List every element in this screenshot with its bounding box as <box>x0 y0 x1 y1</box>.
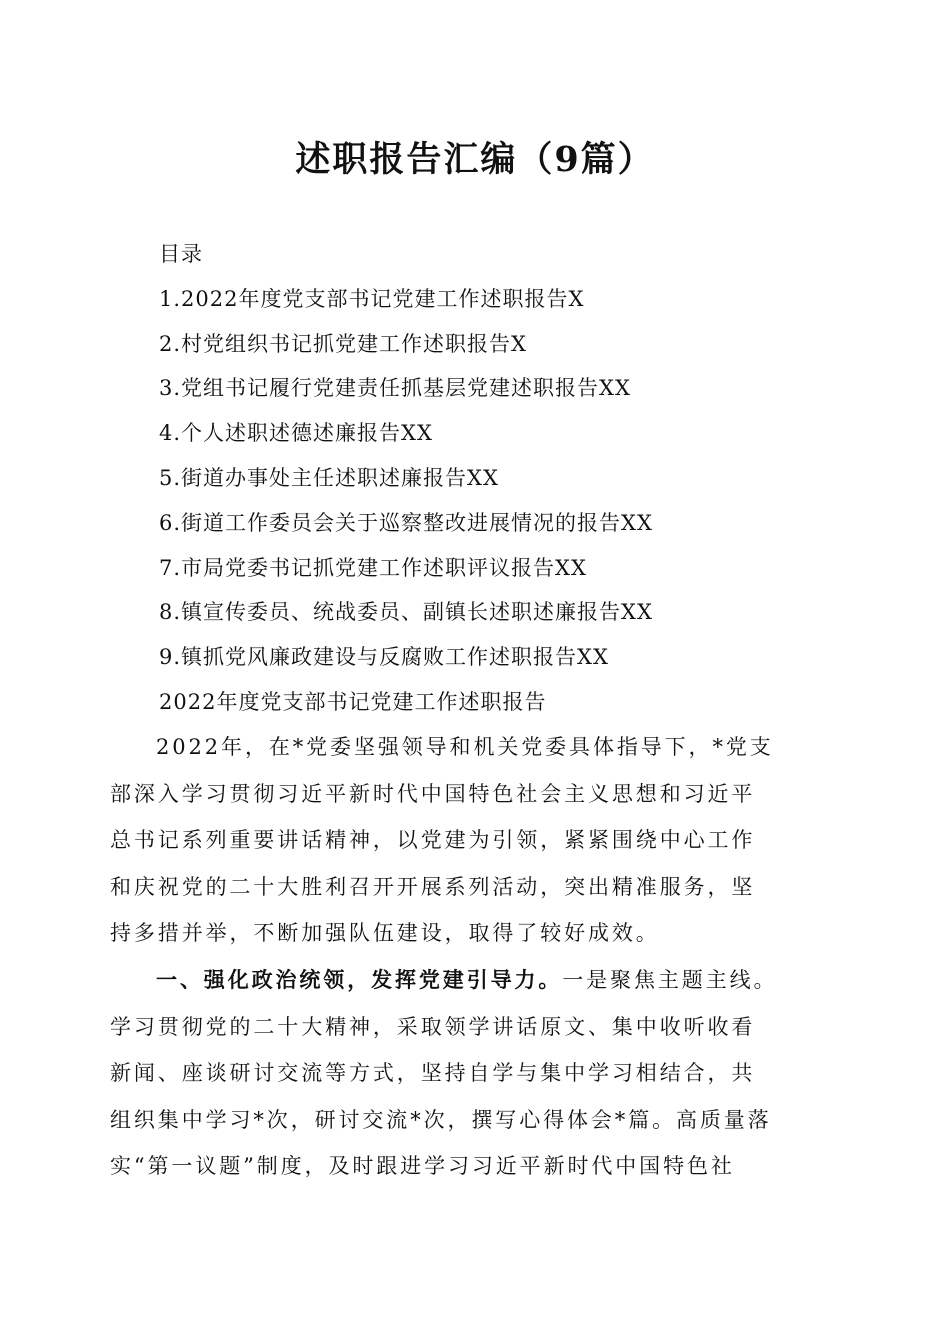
toc-item: 1.2022年度党支部书记党建工作述职报告X <box>159 286 585 311</box>
paragraph-line: 持多措并举，不断加强队伍建设，取得了较好成效。 <box>110 921 660 946</box>
line-text: 一是聚焦主题主线。 <box>562 967 778 992</box>
paragraph-line: 总书记系列重要讲话精神，以党建为引领，紧紧围绕中心工作 <box>110 828 756 853</box>
toc-item: 4.个人述职述德述廉报告XX <box>159 421 433 446</box>
document-body <box>110 724 830 1190</box>
paragraph-line: 学习贯彻党的二十大精神，采取领学讲话原文、集中收听收看 <box>110 1014 756 1039</box>
paragraph-line: 组织集中学习*次，研讨交流*次，撰写心得体会*篇。高质量落 <box>110 1107 772 1132</box>
toc-item: 6.街道工作委员会关于巡察整改进展情况的报告XX <box>159 510 653 535</box>
toc-item: 2.村党组织书记抓党建工作述职报告X <box>159 331 527 356</box>
section-heading: 一、强化政治统领，发挥党建引导力。 <box>156 967 563 992</box>
toc-heading: 目录 <box>159 242 203 266</box>
paragraph-line <box>110 957 830 1004</box>
toc-item: 3.党组书记履行党建责任抓基层党建述职报告XX <box>159 376 631 401</box>
section-title: 2022年度党支部书记党建工作述职报告 <box>159 689 547 714</box>
toc-item: 5.街道办事处主任述职述廉报告XX <box>159 465 499 490</box>
line-text: 2022年，在*党委坚强领导和机关党委具体指导下，*党支 <box>156 735 774 759</box>
paragraph-line: 部深入学习贯彻习近平新时代中国特色社会主义思想和习近平 <box>110 781 756 806</box>
paragraph-line <box>110 724 830 771</box>
paragraph-line: 新闻、座谈研讨交流等方式，坚持自学与集中学习相结合，共 <box>110 1061 756 1086</box>
paragraph-line: 实“第一议题”制度，及时跟进学习习近平新时代中国特色社 <box>110 1154 735 1179</box>
toc-item: 8.镇宣传委员、统战委员、副镇长述职述廉报告XX <box>159 600 653 625</box>
paragraph-line: 和庆祝党的二十大胜利召开开展系列活动，突出精准服务，坚 <box>110 874 756 899</box>
table-of-contents <box>159 232 859 725</box>
document-title: 述职报告汇编（9篇） <box>295 139 655 180</box>
toc-item: 9.镇抓党风廉政建设与反腐败工作述职报告XX <box>159 645 609 670</box>
toc-item: 7.市局党委书记抓党建工作述职评议报告XX <box>159 555 587 580</box>
paragraph-section-one <box>110 957 830 1190</box>
paragraph-intro <box>110 724 830 957</box>
